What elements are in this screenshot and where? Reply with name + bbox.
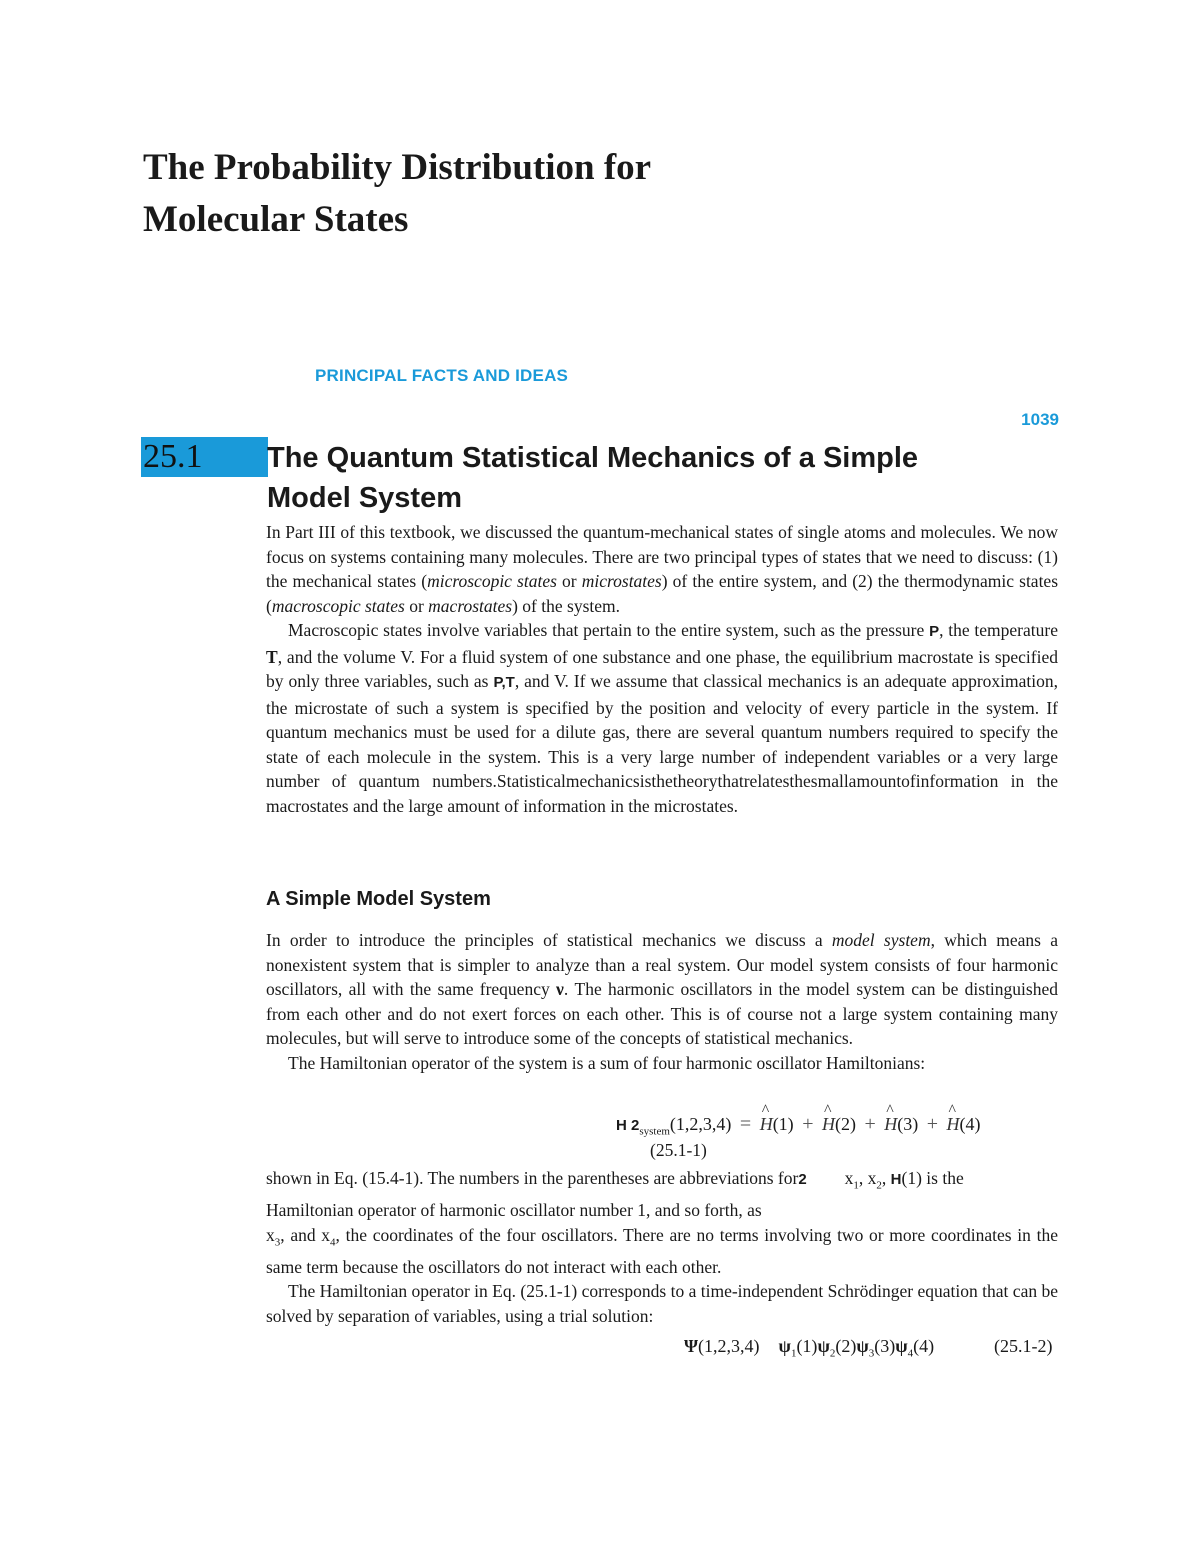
paragraph-model-system: In order to introduce the principles of statistical mechanics we discuss a model system, which means a nonexistent system that is simpler to analyze than a real system. Our model system consists of four harmonic oscillators, all with the same frequency ν. The harmonic oscillators in the model system can be distinguished from each other and do not exert forces on each other. This is of course not a large system containing many molecules, but will serve to introduce some of the concepts of statistical mechanics. [266, 930, 1058, 1048]
section-body [266, 520, 1058, 818]
paragraph-intro: In Part III of this textbook, we discussed the quantum-mechanical states of single atoms and molecules. We now focus on systems containing many molecules. There are two principal types of states that we need to discuss: (1) the mechanical states (microscopic states or microstates) of the entire system, and (2) the thermodynamic states (macroscopic states or macrostates) of the system. [266, 522, 1059, 616]
equation-number-25-1-1: (25.1-1) [650, 1140, 707, 1160]
chapter-title-line2: Molecular States [143, 199, 409, 240]
equation-25-1-1: H $2_{system}(1,2,3,4)$ = ^ H(1) + ^ H(2) + ^ H(3) + ^ H(4) [616, 1113, 981, 1138]
paragraph-coordinates-cont: $x_3$, and $x_4$, the coordinates of the four oscillators. There are no terms involving two or more coordinates in the same term because the oscillators do not interact with each other. [266, 1224, 1058, 1277]
principal-facts-heading: PRINCIPAL FACTS AND IDEAS [315, 366, 569, 385]
equation-number-25-1-2: (25.1-2) [994, 1336, 1053, 1356]
section-number-badge: 25.1 [141, 437, 268, 477]
subsection-heading: A Simple Model System [266, 888, 491, 910]
section-title-line1: The Quantum Statistical Mechanics of a Simple [267, 442, 919, 474]
paragraph-separation: The Hamiltonian operator in Eq. (25.1-1) corresponds to a time-independent Schrödinger equation that can be solved by separation of variables, using a trial solution: [266, 1281, 1058, 1326]
paragraph-coordinates: shown in Eq. (15.4-1). The numbers in the parentheses are abbreviations for2 $x_1$, $x_2$, H(1) is the Hamiltonian operator of harmonic oscillator number 1, and so forth, as [266, 1168, 964, 1220]
coordinates-body [266, 1166, 1058, 1328]
equation-25-1-2: Ψ(1,2,3,4) $\psi_1(1)\psi_2(2)\psi_3(3)\psi_4(4)$ [684, 1336, 935, 1360]
section-title [267, 438, 1067, 518]
section-title-line2: Model System [267, 482, 462, 514]
chapter-title-line1: The Probability Distribution for [143, 147, 652, 188]
model-system-body [266, 928, 1058, 1075]
paragraph-hamiltonian: The Hamiltonian operator of the system is a sum of four harmonic oscillator Hamiltonians: [288, 1052, 926, 1073]
page-number: 1039 [1021, 410, 1059, 429]
paragraph-macrostates: Macroscopic states involve variables that pertain to the entire system, such as the pressure P, the temperature T, and the volume V. For a fluid system of one substance and one phase, the equilibrium macrostate is specified by only three variables, such as P,T, and V. If we assume that classical mechanics is an adequate approximation, the microstate of such a system is specified by the position and velocity of every particle in the system. If quantum mechanics must be used for a dilute gas, there are several quantum numbers required to specify the state of each molecule in the system. This is a very large number of independent variables or a very large number of quantum numbers.Statisticalmechanicsisthetheorythatrelatesthesmallamountofinformation in the macrostates and the large amount of information in the microstates. [266, 620, 1059, 816]
chapter-title [143, 142, 843, 246]
